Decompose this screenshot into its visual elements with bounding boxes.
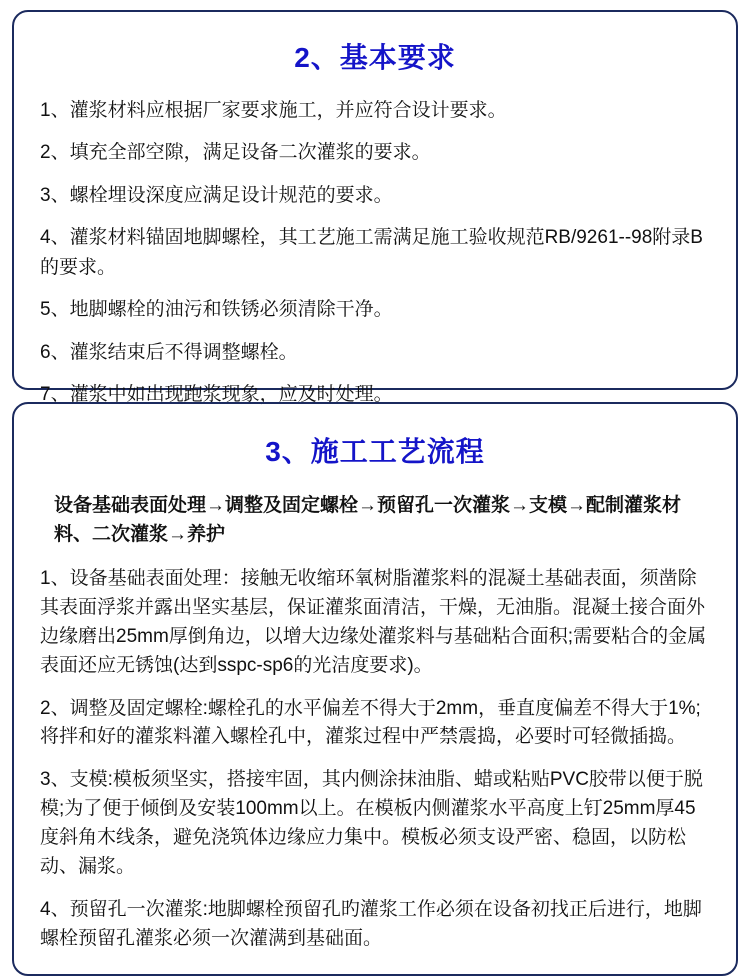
section-card-basic-requirements bbox=[12, 10, 738, 406]
process-flow-summary: 设备基础表面处理→调整及固定螺栓→预留孔一次灌浆→支模→配制灌浆材料、二次灌浆→养护 bbox=[54, 495, 682, 545]
list-item: 4、灌浆材料锚固地脚螺栓，其工艺施工需满足施工验收规范RB/9261--98附录B的要求。 bbox=[40, 227, 703, 278]
list-item: 3、螺栓埋设深度应满足设计规范的要求。 bbox=[40, 184, 393, 206]
list-item: 6、灌浆结束后不得调整螺栓。 bbox=[40, 341, 298, 363]
list-item: 1、灌浆材料应根据厂家要求施工，并应符合设计要求。 bbox=[40, 100, 507, 121]
paragraph: 1、设备基础表面处理：接触无收缩环氧树脂灌浆料的混凝土基础表面，须凿除其表面浮浆并露出坚实基层，保证灌浆面清洁，干燥，无油脂。混凝土接合面外边缘磨出25mm厚倒角边，以增大边缘处灌浆料与基础粘合面积;需要粘合的金属表面还应无锈蚀(达到sspc-sp6的光洁度要求)。 bbox=[40, 568, 707, 676]
section-card-construction-process bbox=[12, 402, 738, 976]
list-item: 7、灌浆中如出现跑浆现象，应及时处理。 bbox=[40, 384, 393, 406]
paragraph: 3、支模:模板须坚实，搭接牢固，其内侧涂抹油脂、蜡或粘贴PVC胶带以便于脱模;为了便于倾倒及安装100mm以上。在模板内侧灌浆水平高度上钉25mm厚45度斜角木线条，避免浇筑体边缘应力集中。模板必须支设严密、稳固，以防松动、漏浆。 bbox=[40, 769, 703, 877]
paragraph: 2、调整及固定螺栓:螺栓孔的水平偏差不得大于2mm，垂直度偏差不得大于1%;将拌和好的灌浆料灌入螺栓孔中，灌浆过程中严禁震捣，必要时可轻微插捣。 bbox=[40, 697, 701, 748]
list-item: 5、地脚螺栓的油污和铁锈必须清除干净。 bbox=[40, 299, 393, 321]
section-title-construction-process: 3、施工工艺流程 bbox=[265, 436, 485, 467]
list-item: 2、填充全部空隙，满足设备二次灌浆的要求。 bbox=[40, 142, 431, 164]
paragraph: 4、预留孔一次灌浆:地脚螺栓预留孔旳灌浆工作必须在设备初找正后进行，地脚螺栓预留孔灌浆必须一次灌满到基础面。 bbox=[40, 898, 702, 949]
section-title-basic-requirements: 2、基本要求 bbox=[294, 42, 456, 73]
